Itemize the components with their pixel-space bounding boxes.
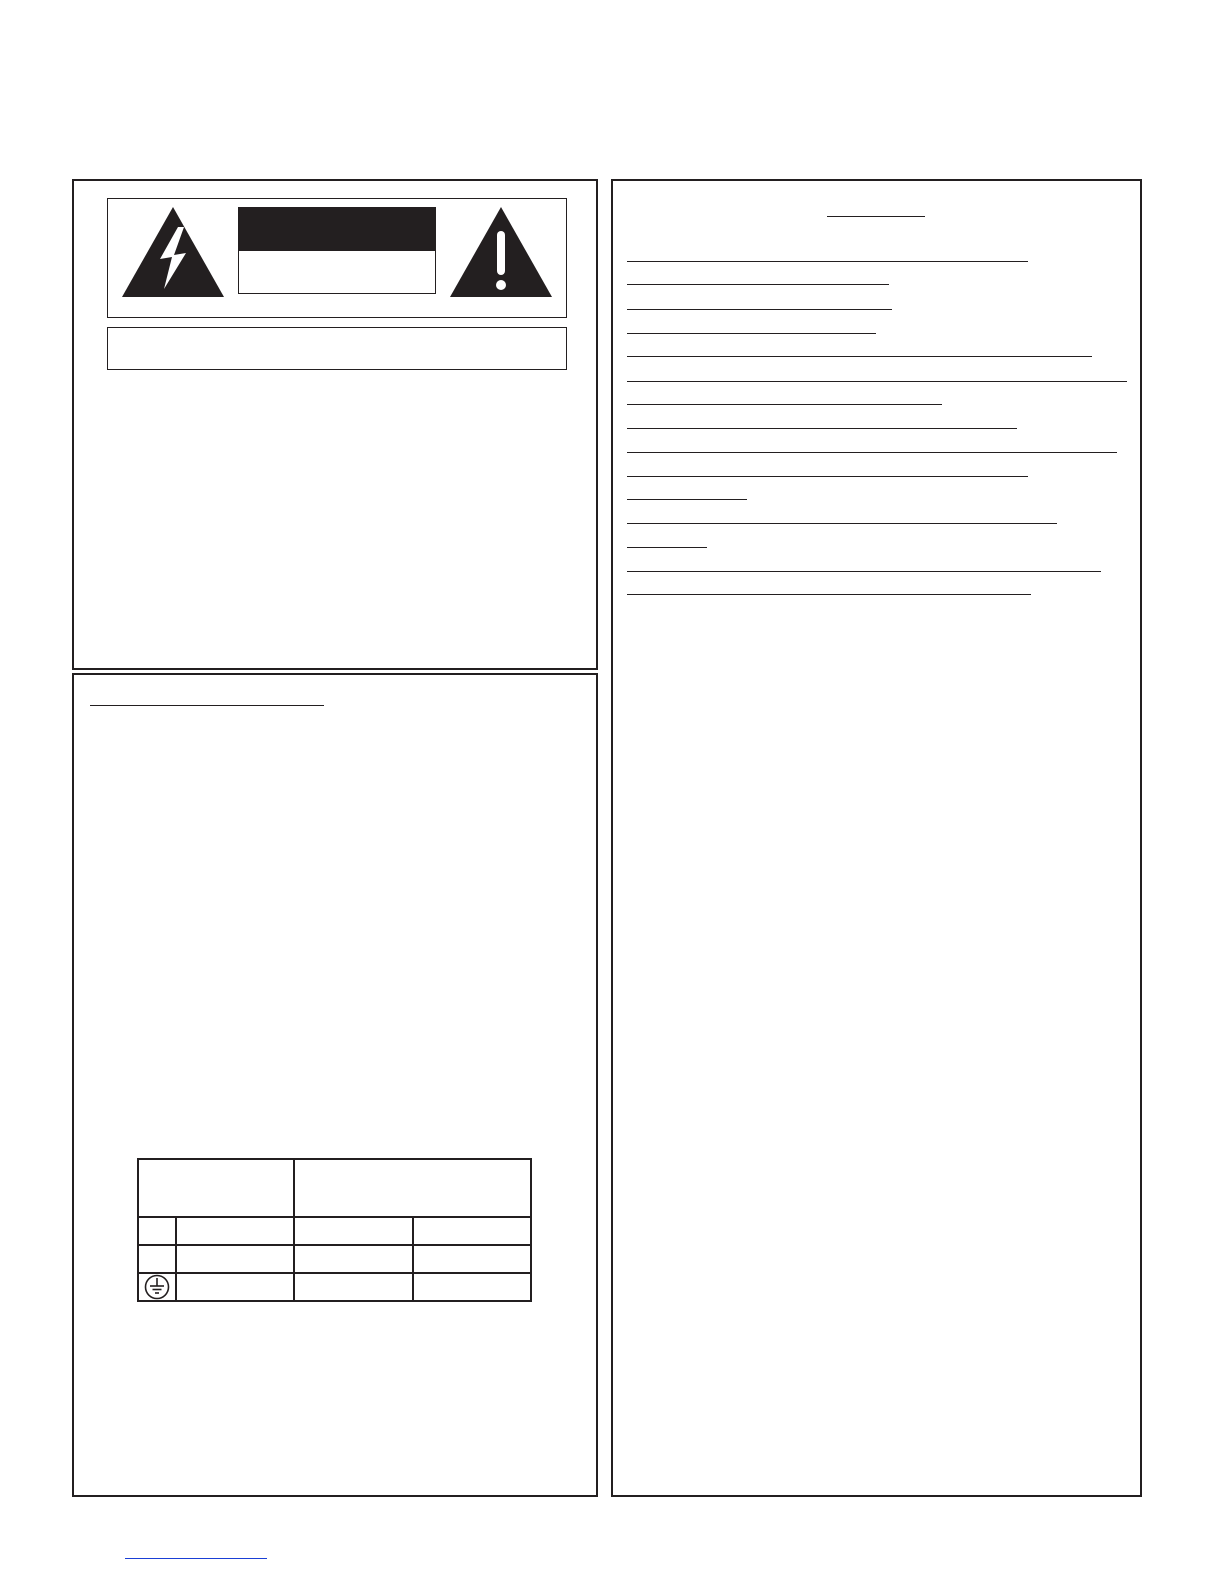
instruction-line [627, 547, 707, 548]
table-row [138, 1245, 531, 1273]
table-cell [176, 1273, 294, 1301]
instruction-line [627, 261, 1028, 262]
instruction-line [627, 284, 889, 285]
caution-band-bottom [239, 251, 435, 293]
caution-label [238, 207, 436, 294]
table-cell [294, 1245, 413, 1273]
instructions-panel [611, 179, 1142, 1497]
table-header-right [294, 1159, 531, 1217]
instruction-line [627, 404, 942, 405]
table-cell [294, 1273, 413, 1301]
warning-symbols-box [107, 198, 567, 318]
instruction-line [627, 381, 1127, 382]
table-cell [413, 1217, 531, 1245]
instruction-line [627, 571, 1101, 572]
instruction-line [627, 309, 892, 310]
instruction-line [627, 333, 876, 334]
instruction-line [627, 452, 1117, 453]
table-cell [176, 1245, 294, 1273]
table-header-row [138, 1159, 531, 1217]
table-row-symbol [138, 1245, 176, 1273]
table-row [138, 1217, 531, 1245]
wiring-table [137, 1158, 532, 1302]
table-cell [413, 1273, 531, 1301]
exclamation-warning-triangle-icon [448, 205, 554, 299]
table-cell [294, 1217, 413, 1245]
instruction-line [627, 594, 1031, 595]
grounding-panel [72, 673, 598, 1497]
table-row-symbol [138, 1217, 176, 1245]
footer-link[interactable] [125, 1558, 267, 1559]
protective-earth-icon [144, 1274, 170, 1300]
table-cell [413, 1245, 531, 1273]
table-row-symbol [138, 1273, 176, 1301]
warning-panel [72, 179, 598, 670]
table-cell [176, 1217, 294, 1245]
caution-band-top [239, 208, 435, 251]
table-header-left [138, 1159, 294, 1217]
notice-box [107, 327, 567, 370]
lightning-warning-triangle-icon [120, 205, 226, 299]
instruction-line [627, 523, 1057, 524]
instruction-line [627, 356, 1092, 357]
instructions-heading-underline [827, 216, 925, 217]
instruction-line [627, 476, 1028, 477]
grounding-heading-underline [90, 705, 324, 706]
table-row [138, 1273, 531, 1301]
instruction-line [627, 499, 747, 500]
instruction-line [627, 428, 1017, 429]
